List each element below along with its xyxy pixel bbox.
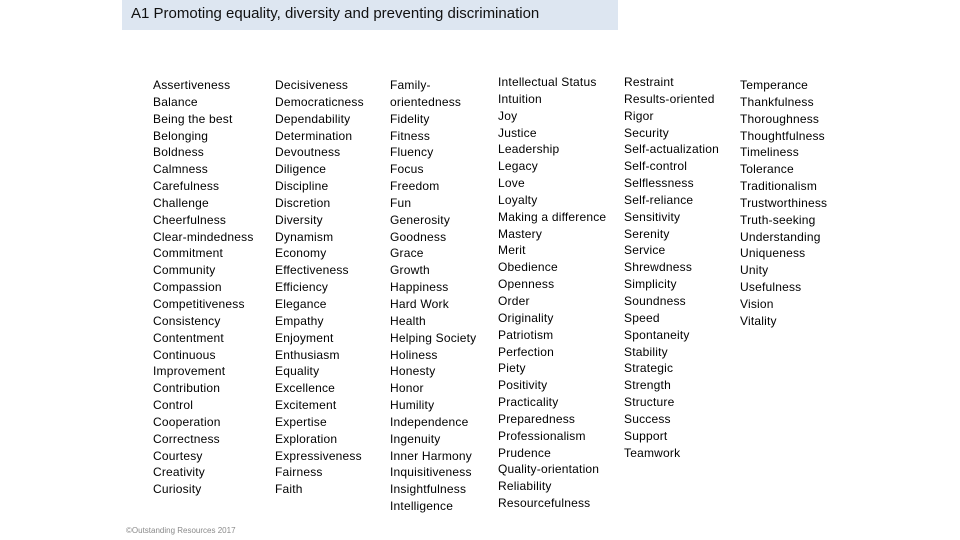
value-item: Tolerance xyxy=(740,162,794,177)
value-item: Community xyxy=(153,263,216,278)
value-item: Intellectual Status xyxy=(498,75,597,89)
value-item: Compassion xyxy=(153,280,222,295)
value-item: Cooperation xyxy=(153,414,221,429)
value-item: Self-control xyxy=(624,159,688,174)
value-item: Carefulness xyxy=(153,179,220,194)
value-item: Sensitivity xyxy=(624,209,681,224)
value-item: Decisiveness xyxy=(275,78,349,92)
value-item: Happiness xyxy=(390,280,449,295)
values-column-5 xyxy=(624,74,719,461)
value-item: Honor xyxy=(390,381,424,396)
value-item: Excellence xyxy=(275,381,336,396)
value-item: Fluency xyxy=(390,145,434,160)
value-item: Democraticness xyxy=(275,94,364,109)
value-item: Control xyxy=(153,398,194,413)
values-column-4 xyxy=(498,74,606,512)
value-item: Continuous xyxy=(153,347,216,362)
value-item: Being the best xyxy=(153,111,233,126)
value-item: Strength xyxy=(624,378,671,393)
value-item: Truth-seeking xyxy=(740,212,816,227)
value-item: Vision xyxy=(740,296,774,311)
value-item: Clear-mindedness xyxy=(153,229,254,244)
value-item: Courtesy xyxy=(153,448,203,463)
slide-title-bar xyxy=(122,0,618,30)
value-item: Empathy xyxy=(275,313,324,328)
value-item: Soundness xyxy=(624,293,686,308)
value-item: Reliability xyxy=(498,479,552,494)
value-item: Calmness xyxy=(153,162,208,177)
value-item: Devoutness xyxy=(275,145,341,160)
value-item: Openness xyxy=(498,277,555,292)
value-item: Support xyxy=(624,428,668,443)
value-item: Boldness xyxy=(153,145,204,160)
value-item: Discipline xyxy=(275,179,329,194)
value-item: Thoughtfulness xyxy=(740,128,825,143)
value-item: Understanding xyxy=(740,229,821,244)
value-item: Hard Work xyxy=(390,296,449,311)
value-item: Balance xyxy=(153,94,198,109)
value-item: Contentment xyxy=(153,330,224,345)
value-item: Family- xyxy=(390,78,431,92)
values-column-2 xyxy=(275,77,364,498)
value-item: Commitment xyxy=(153,246,224,261)
value-item: Creativity xyxy=(153,465,206,480)
value-item: Elegance xyxy=(275,296,327,311)
value-item: Practicality xyxy=(498,395,559,410)
value-item: Freedom xyxy=(390,179,440,194)
value-item: Loyalty xyxy=(498,192,538,207)
value-item: Inner Harmony xyxy=(390,448,472,463)
value-item: Determination xyxy=(275,128,353,143)
value-item: Resourcefulness xyxy=(498,496,591,511)
value-item: orientedness xyxy=(390,94,462,109)
value-item: Fairness xyxy=(275,465,323,480)
value-item: Making a difference xyxy=(498,209,607,224)
value-item: Merit xyxy=(498,243,526,258)
value-item: Rigor xyxy=(624,108,654,123)
value-item: Helping Society xyxy=(390,330,477,345)
value-item: Self-actualization xyxy=(624,142,719,157)
value-item: Positivity xyxy=(498,378,548,393)
value-item: Fun xyxy=(390,195,412,210)
value-item: Speed xyxy=(624,310,660,325)
value-item: Independence xyxy=(390,414,469,429)
value-item: Security xyxy=(624,125,669,140)
value-item: Competitiveness xyxy=(153,296,245,311)
value-item: Unity xyxy=(740,263,769,278)
value-item: Patriotism xyxy=(498,327,554,342)
value-item: Health xyxy=(390,313,426,328)
value-item: Growth xyxy=(390,263,430,278)
value-item: Ingenuity xyxy=(390,431,441,446)
value-item: Focus xyxy=(390,162,424,177)
value-item: Service xyxy=(624,243,666,258)
value-item: Intuition xyxy=(498,91,542,106)
value-item: Thoroughness xyxy=(740,111,820,126)
value-item: Diversity xyxy=(275,212,323,227)
value-item: Holiness xyxy=(390,347,438,362)
value-item: Exploration xyxy=(275,431,338,446)
value-item: Correctness xyxy=(153,431,220,446)
value-item: Diligence xyxy=(275,162,327,177)
value-item: Traditionalism xyxy=(740,179,818,194)
value-item: Efficiency xyxy=(275,280,329,295)
values-column-3 xyxy=(390,77,476,515)
values-column-1 xyxy=(153,77,254,498)
value-item: Mastery xyxy=(498,226,543,241)
value-item: Enjoyment xyxy=(275,330,334,345)
value-item: Curiosity xyxy=(153,482,202,497)
value-item: Selflessness xyxy=(624,176,694,191)
value-item: Justice xyxy=(498,125,537,140)
value-item: Cheerfulness xyxy=(153,212,227,227)
value-item: Leadership xyxy=(498,142,560,157)
value-item: Consistency xyxy=(153,313,221,328)
value-item: Challenge xyxy=(153,195,209,210)
values-column-6 xyxy=(740,77,827,330)
value-item: Equality xyxy=(275,364,320,379)
value-item: Honesty xyxy=(390,364,436,379)
value-item: Insightfulness xyxy=(390,482,467,497)
value-item: Belonging xyxy=(153,128,209,143)
value-item: Preparedness xyxy=(498,411,576,426)
value-item: Assertiveness xyxy=(153,78,231,92)
value-item: Inquisitiveness xyxy=(390,465,472,480)
value-item: Expertise xyxy=(275,414,327,429)
value-item: Discretion xyxy=(275,195,331,210)
value-item: Improvement xyxy=(153,364,226,379)
value-item: Excitement xyxy=(275,398,337,413)
value-item: Strategic xyxy=(624,361,674,376)
value-item: Dependability xyxy=(275,111,351,126)
value-item: Structure xyxy=(624,395,675,410)
value-item: Love xyxy=(498,176,525,191)
value-item: Trustworthiness xyxy=(740,195,828,210)
value-item: Stability xyxy=(624,344,668,359)
value-item: Obedience xyxy=(498,260,558,275)
value-item: Shrewdness xyxy=(624,260,693,275)
value-item: Prudence xyxy=(498,445,551,460)
value-item: Quality-orientation xyxy=(498,462,600,477)
value-item: Grace xyxy=(390,246,424,261)
value-item: Uniqueness xyxy=(740,246,806,261)
value-item: Contribution xyxy=(153,381,221,396)
value-item: Humility xyxy=(390,398,435,413)
value-item: Legacy xyxy=(498,159,538,174)
value-item: Serenity xyxy=(624,226,670,241)
value-item: Originality xyxy=(498,310,554,325)
value-item: Timeliness xyxy=(740,145,799,160)
value-item: Effectiveness xyxy=(275,263,349,278)
value-item: Usefulness xyxy=(740,280,802,295)
value-item: Success xyxy=(624,411,671,426)
value-item: Faith xyxy=(275,482,303,497)
value-item: Thankfulness xyxy=(740,94,814,109)
value-item: Goodness xyxy=(390,229,447,244)
value-item: Vitality xyxy=(740,313,777,328)
value-item: Restraint xyxy=(624,75,674,89)
value-item: Generosity xyxy=(390,212,451,227)
value-item: Professionalism xyxy=(498,428,586,443)
slide-title: A1 Promoting equality, diversity and preventing discrimination xyxy=(131,5,540,22)
value-item: Joy xyxy=(498,108,518,123)
value-item: Expressiveness xyxy=(275,448,362,463)
value-item: Economy xyxy=(275,246,327,261)
value-item: Order xyxy=(498,293,530,308)
value-item: Teamwork xyxy=(624,445,681,460)
value-item: Piety xyxy=(498,361,526,376)
value-item: Temperance xyxy=(740,78,809,92)
value-item: Intelligence xyxy=(390,499,454,514)
copyright-footer: ©Outstanding Resources 2017 xyxy=(126,526,236,535)
value-item: Perfection xyxy=(498,344,555,359)
value-item: Self-reliance xyxy=(624,192,694,207)
value-item: Fidelity xyxy=(390,111,430,126)
value-item: Fitness xyxy=(390,128,431,143)
value-item: Simplicity xyxy=(624,277,677,292)
value-item: Results-oriented xyxy=(624,91,715,106)
value-item: Enthusiasm xyxy=(275,347,340,362)
value-item: Spontaneity xyxy=(624,327,690,342)
value-item: Dynamism xyxy=(275,229,334,244)
